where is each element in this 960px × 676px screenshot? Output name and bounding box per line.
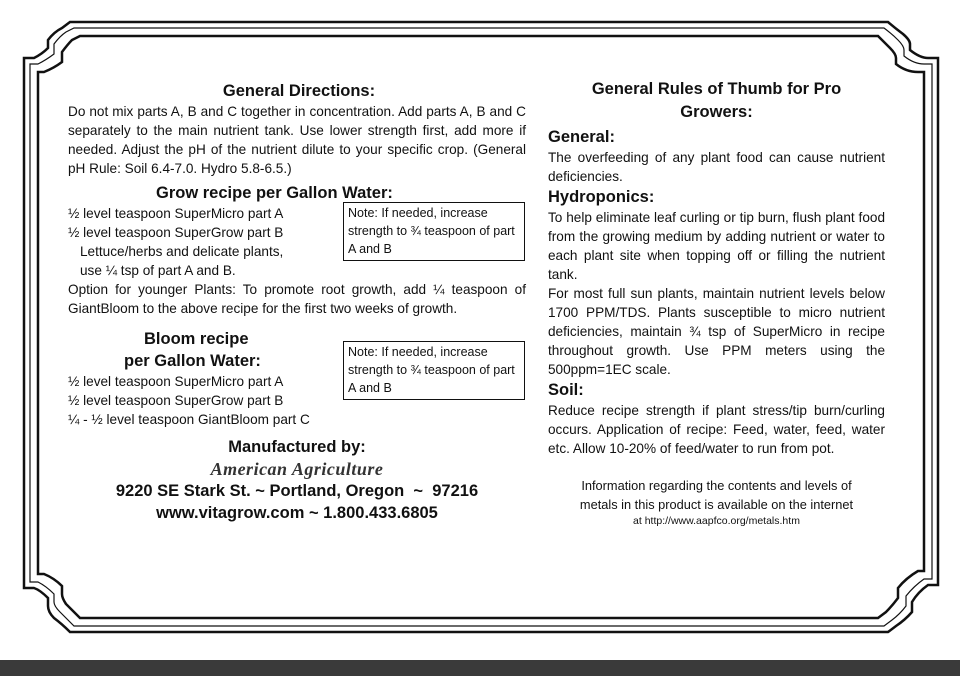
metals-info-url: at http://www.aapfco.org/metals.htm: [633, 515, 800, 527]
grow-recipe-lines: [68, 204, 526, 280]
right-column: [548, 78, 885, 528]
hydroponics-text: For most full sun plants, maintain nutrient levels below 1700 PPM/TDS. Plants susceptible to micro nutrient deficiencies, maintain ¾ tsp of SuperMicro in recipe throughout growth. Use PPM meters using the 500ppm=1EC scale.: [548, 286, 885, 377]
manufacturer-address: 9220 SE Stark St. ~ Portland, Oregon ~ 97216: [115, 482, 479, 500]
metals-info-line: metals in this product is available on the internet: [579, 497, 854, 512]
grow-recipe-title: Grow recipe per Gallon Water:: [156, 184, 393, 202]
general-directions-title: General Directions:: [222, 82, 376, 100]
grow-recipe-line: Lettuce/herbs and delicate plants,: [80, 244, 284, 259]
manufacturer-block: [68, 436, 526, 524]
grow-recipe-line: ½ level teaspoon SuperMicro part A: [68, 206, 284, 221]
manufacturer-contact: www.vitagrow.com ~ 1.800.433.6805: [156, 504, 438, 522]
manufacturer-company: American Agriculture: [210, 459, 384, 479]
bloom-recipe-note: Note: If needed, increase strength to ¾ teaspoon of part A and B: [343, 341, 525, 400]
grow-recipe-line: ½ level teaspoon SuperGrow part B: [68, 225, 284, 240]
grow-recipe-line: use ¼ tsp of part A and B.: [80, 263, 236, 278]
soil-text: Reduce recipe strength if plant stress/tip burn/curling occurs. Application of recipe: Feed, water, feed, water etc. Allow 10-20% of feed/water to run from pot.: [548, 403, 885, 456]
hydroponics-heading: Hydroponics:: [548, 188, 655, 206]
grow-recipe-option: Option for younger Plants: To promote root growth, add ¼ teaspoon of GiantBloom to the above recipe for the first two weeks of growth.: [68, 282, 526, 316]
manufactured-by-title: Manufactured by:: [228, 438, 366, 456]
general-directions-text: Do not mix parts A, B and C together in concentration. Add parts A, B and C separately to the main nutrient tank. Use lower strength first, add more if needed. Adjust the pH of the nutrient dilute to your specific crop. (General pH Rule: Soil 6.4-7.0. Hydro 5.8-6.5.): [68, 104, 526, 176]
bloom-recipe-section: [68, 328, 526, 428]
general-text: The overfeeding of any plant food can cause nutrient deficiencies.: [548, 150, 885, 184]
bloom-recipe-line: ½ level teaspoon SuperGrow part B: [68, 393, 284, 408]
grow-recipe-note: Note: If needed, increase strength to ¾ teaspoon of part A and B: [343, 202, 525, 261]
hydroponics-text: To help eliminate leaf curling or tip burn, flush plant food from the growing medium by adding nutrient or water to each plant site when topping off or filling the nutrient tank.: [548, 210, 885, 282]
bloom-recipe-line: ½ level teaspoon SuperMicro part A: [68, 374, 284, 389]
bloom-recipe-title: per Gallon Water:: [124, 352, 261, 370]
rules-of-thumb-title: General Rules of Thumb for Pro Growers:: [591, 80, 842, 121]
bloom-recipe-title: Bloom recipe: [144, 330, 249, 348]
bloom-recipe-line: ¼ - ½ level teaspoon GiantBloom part C: [68, 412, 310, 427]
metals-info: [548, 476, 885, 528]
metals-info-line: Information regarding the contents and levels of: [581, 478, 852, 493]
left-column: [68, 80, 526, 524]
soil-heading: Soil:: [548, 381, 584, 399]
bottom-dark-bar: [0, 660, 960, 676]
general-heading: General:: [548, 128, 615, 146]
